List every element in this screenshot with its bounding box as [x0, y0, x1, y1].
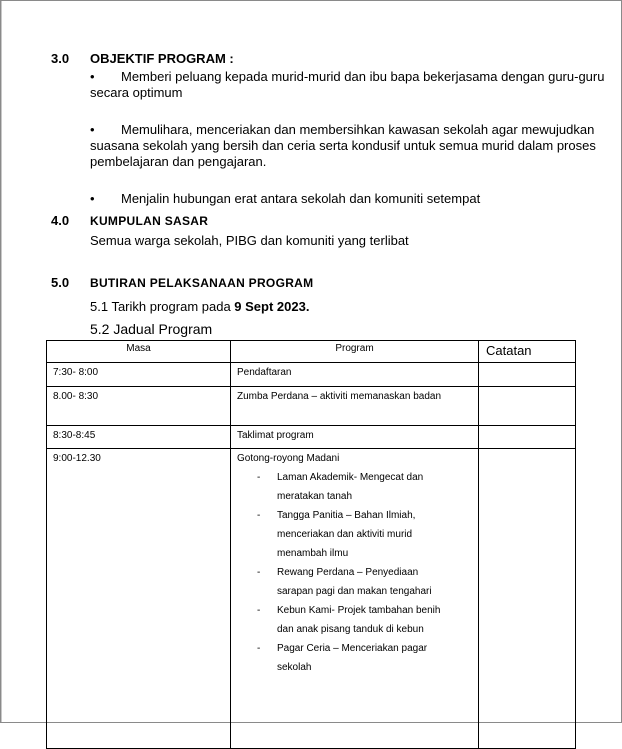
- section-3-number: 3.0: [51, 51, 70, 66]
- objective-1-line-1: Memberi peluang kepada murid-murid dan ibu bapa bekerjasama dengan guru-guru: [121, 69, 605, 84]
- schedule-table: [46, 340, 576, 749]
- program-subitem-list: [237, 468, 472, 677]
- tarikh-date: 9 Sept 2023.: [234, 299, 310, 314]
- row-time: 9:00-12.30: [47, 449, 231, 749]
- section-4-title: KUMPULAN SASAR: [90, 214, 209, 228]
- header-catatan: Catatan: [479, 341, 576, 363]
- section-5-title: BUTIRAN PELAKSANAAN PROGRAM: [90, 276, 314, 290]
- section-5-number: 5.0: [51, 275, 70, 290]
- row-time: 8.00- 8:30: [47, 387, 231, 426]
- row-catatan: [479, 387, 576, 426]
- table-row: [47, 426, 576, 449]
- program-subitem: - Kebun Kami- Projek tambahan benih dan anak pisang tanduk di kebun: [257, 601, 447, 639]
- objective-3-text: Menjalin hubungan erat antara sekolah dan komuniti setempat: [121, 191, 481, 206]
- table-header-row: [47, 341, 576, 363]
- row-time: 7:30- 8:00: [47, 363, 231, 387]
- row-program-cell: [231, 449, 479, 749]
- program-subitem: - Rewang Perdana – Penyediaan sarapan pagi dan makan tengahari: [257, 563, 447, 601]
- jadual-label: 5.2 Jadual Program: [90, 321, 213, 337]
- header-program: Program: [231, 341, 479, 363]
- objective-2-line-1: Memulihara, menceriakan dan membersihkan kawasan sekolah agar mewujudkan: [121, 122, 595, 137]
- objective-2-bullet: •: [90, 122, 95, 137]
- table-row: [47, 363, 576, 387]
- row-program: Gotong-royong Madani: [237, 453, 340, 464]
- header-masa: Masa: [47, 341, 231, 363]
- tarikh-program: [90, 299, 309, 315]
- objective-1-bullet: •: [90, 69, 95, 84]
- section-4-text: Semua warga sekolah, PIBG dan komuniti yang terlibat: [90, 233, 409, 248]
- tarikh-prefix: 5.1 Tarikh program pada: [90, 299, 235, 314]
- table-row: [47, 449, 576, 749]
- program-subitem: - Tangga Panitia – Bahan Ilmiah, menceriakan dan aktiviti murid menambah ilmu: [257, 506, 447, 563]
- program-subitem: - Laman Akademik- Mengecat dan meratakan tanah: [257, 468, 447, 506]
- objective-2-line-3: pembelajaran dan pengajaran.: [90, 154, 267, 169]
- row-catatan: [479, 449, 576, 749]
- objective-1-line-2: secara optimum: [90, 85, 183, 100]
- section-4-number: 4.0: [51, 213, 70, 228]
- row-program: Zumba Perdana – aktiviti memanaskan badan: [231, 387, 479, 426]
- row-program: Pendaftaran: [231, 363, 479, 387]
- row-catatan: [479, 363, 576, 387]
- program-subitem: - Pagar Ceria – Menceriakan pagar sekolah: [257, 639, 447, 677]
- row-program: Taklimat program: [231, 426, 479, 449]
- section-3-title: OBJEKTIF PROGRAM :: [90, 51, 234, 66]
- table-row: [47, 387, 576, 426]
- row-catatan: [479, 426, 576, 449]
- row-time: 8:30-8:45: [47, 426, 231, 449]
- objective-2-line-2: suasana sekolah yang bersih dan ceria serta kondusif untuk semua murid dalam proses: [90, 138, 596, 153]
- objective-3-bullet: •: [90, 191, 95, 206]
